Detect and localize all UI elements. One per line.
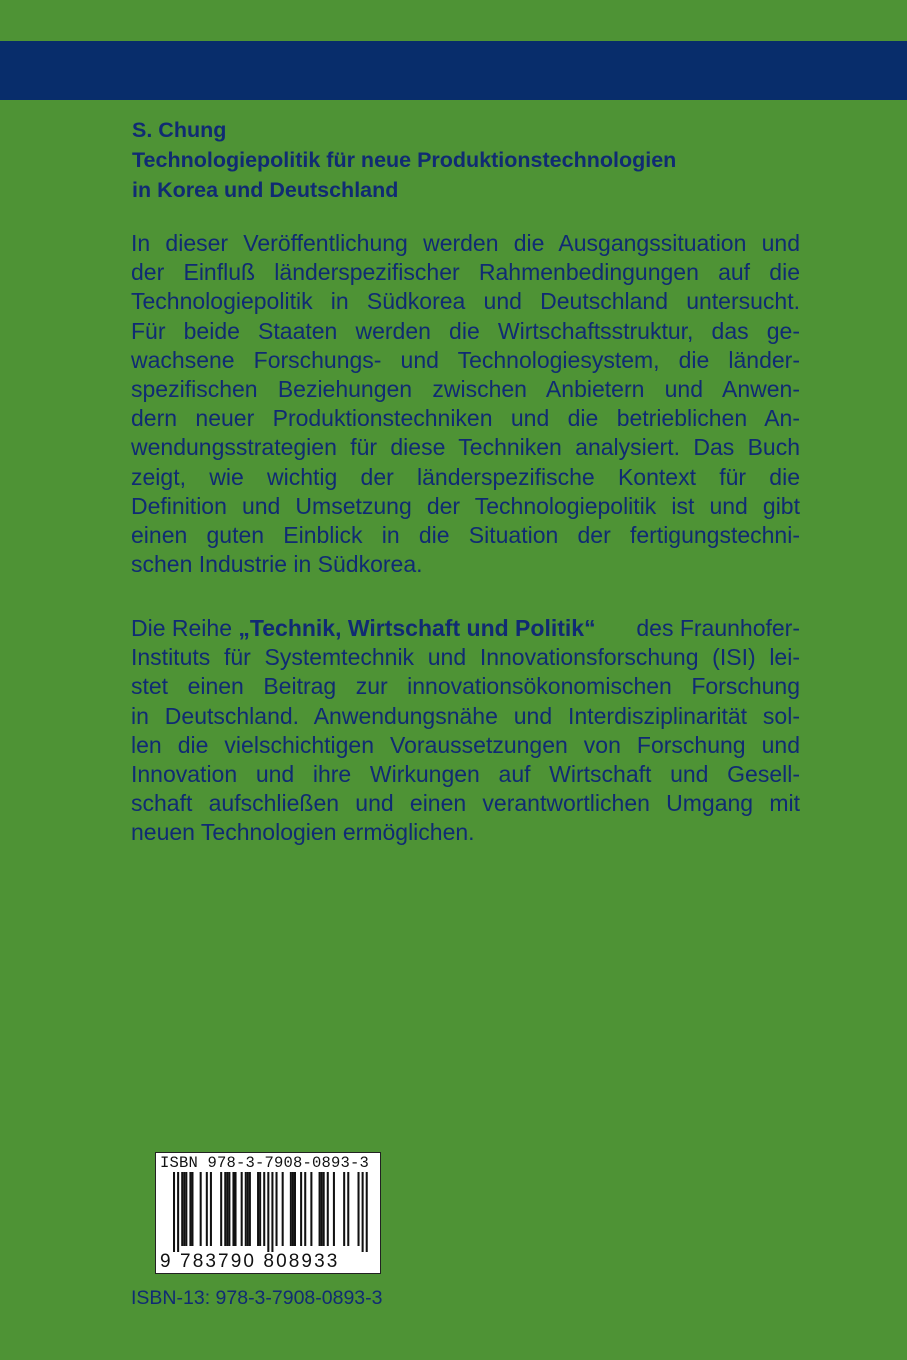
series-prefix: Die Reihe (131, 615, 239, 641)
book-description (131, 229, 800, 579)
barcode-bar (358, 1172, 360, 1246)
barcode-bar (183, 1172, 185, 1246)
barcode-bar (304, 1172, 306, 1246)
description-line: einen guten Einblick in die Situation der fertigungstechni- (131, 521, 800, 548)
barcode-bar (241, 1172, 243, 1246)
series-name: „Technik, Wirtschaft und Politik“ (238, 615, 596, 641)
barcode-bar (226, 1172, 228, 1246)
description-line: wachsene Forschungs- und Technologiesystem, die länder- (131, 346, 800, 373)
barcode-bar (235, 1172, 237, 1246)
barcode-bar (232, 1172, 234, 1246)
barcode-bar (319, 1172, 321, 1246)
description-line: Definition und Umsetzung der Technologiepolitik ist und gibt (131, 492, 800, 519)
barcode-bar (263, 1172, 265, 1246)
barcode-isbn-label: ISBN 978-3-7908-0893-3 (160, 1154, 370, 1172)
isbn-barcode (155, 1152, 381, 1274)
book-header (132, 115, 812, 205)
barcode-bar (321, 1172, 323, 1246)
barcode-bar (294, 1172, 296, 1246)
series-first-line (131, 614, 800, 643)
barcode-bar (191, 1172, 193, 1246)
series-line: in Deutschland. Anwendungsnähe und Interdisziplinarität sol- (131, 702, 800, 729)
description-line: schen Industrie in Südkorea. (131, 551, 423, 578)
barcode-bar (249, 1172, 251, 1246)
description-line: Für beide Staaten werden die Wirtschaftsstruktur, das ge- (131, 317, 800, 344)
author-name: S. Chung (132, 118, 227, 142)
barcode-bar (224, 1172, 226, 1246)
description-line: zeigt, wie wichtig der länderspezifische Kontext für die (131, 463, 800, 490)
description-line: spezifischen Beziehungen zwischen Anbietern und Anwen- (131, 375, 800, 402)
barcode-bar (185, 1172, 187, 1246)
description-line: wendungsstrategien für diese Techniken analysiert. Das Buch (131, 434, 800, 461)
barcode-bar (228, 1172, 230, 1246)
barcode-bar (327, 1172, 329, 1246)
description-line: Technologiepolitik in Südkorea und Deutschland untersucht. (131, 288, 800, 315)
series-line: Innovation und ihre Wirkungen auf Wirtschaft und Gesell- (131, 760, 800, 787)
top-color-band (0, 41, 907, 100)
series-line: stet einen Beitrag zur innovationsökonomischen Forschung (131, 673, 800, 700)
series-suffix: des Fraunhofer- (636, 615, 800, 641)
barcode-bar (310, 1172, 312, 1246)
series-line: neuen Technologien ermöglichen. (131, 819, 475, 846)
barcode-bar (290, 1172, 292, 1246)
series-description (131, 614, 800, 848)
barcode-bar (343, 1172, 345, 1246)
barcode-bar (257, 1172, 259, 1246)
description-line: der Einfluß länderspezifischer Rahmenbedingungen auf die (131, 259, 800, 286)
barcode-bar (189, 1172, 191, 1246)
barcode-bar (292, 1172, 294, 1246)
barcode-bar (247, 1172, 249, 1246)
series-line: len die vielschichtigen Voraussetzungen von Forschung und (131, 731, 800, 758)
barcode-bar (259, 1172, 261, 1246)
barcode-bar (220, 1172, 222, 1246)
barcode-bar (271, 1172, 273, 1252)
barcode-bar (181, 1172, 183, 1246)
barcode-bar (210, 1172, 212, 1246)
barcode-bar (276, 1172, 278, 1246)
series-line: Instituts für Systemtechnik und Innovationsforschung (ISI) lei- (131, 644, 800, 671)
barcode-digits: 9 783790 808933 (160, 1251, 340, 1272)
barcode-bars (156, 1172, 380, 1252)
barcode-bar (245, 1172, 247, 1246)
barcode-bar (200, 1172, 202, 1246)
barcode-bar (347, 1172, 349, 1246)
barcode-bar (333, 1172, 335, 1246)
series-prefix-text (131, 614, 596, 643)
book-title-line-1: Technologiepolitik für neue Produktionstechnologien (132, 148, 677, 172)
series-line: schaft aufschließen und einen verantwortlichen Umgang mit (131, 790, 800, 817)
barcode-bar (282, 1172, 284, 1246)
barcode-bar (362, 1172, 364, 1252)
book-title-line-2: in Korea und Deutschland (132, 178, 399, 202)
description-line: dern neuer Produktionstechniken und die betrieblichen An- (131, 405, 800, 432)
barcode-bar (267, 1172, 269, 1252)
barcode-bar (323, 1172, 325, 1246)
barcode-bar (206, 1172, 208, 1246)
barcode-bar (177, 1172, 179, 1252)
description-line: In dieser Veröffentlichung werden die Ausgangssituation und (131, 230, 800, 256)
barcode-bar (300, 1172, 302, 1246)
barcode-bar (173, 1172, 175, 1252)
barcode-bar (366, 1172, 368, 1252)
isbn-13-text: ISBN-13: 978-3-7908-0893-3 (131, 1287, 383, 1309)
